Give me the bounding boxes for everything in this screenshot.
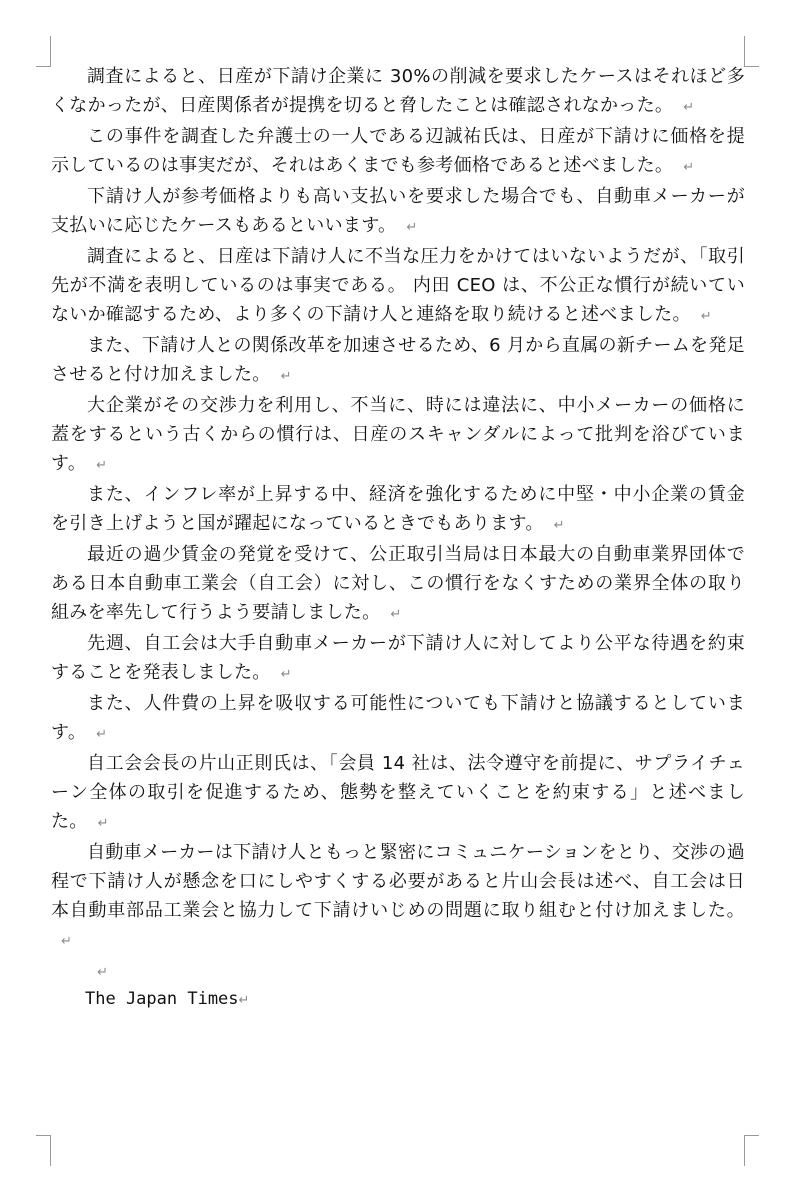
paragraph-text: この事件を調査した弁護士の一人である辺誠祐氏は、日産が下請けに価格を提示しているのは事実だが、それはあくまでも参考価格であると述べました。 bbox=[51, 126, 745, 176]
source-text: The Japan Times bbox=[85, 989, 239, 1009]
paragraph-text: 調査によると、日産は下請け人に不当な圧力をかけてはいないようだが、「取引先が不満を表明しているのは事実である。 内田 CEO は、不公正な慣行が続いていないか確認するため、より多くの下請け人と連絡を取り続けると述べました。 bbox=[51, 246, 745, 325]
page-corner-bottom-right bbox=[744, 1135, 759, 1166]
paragraph bbox=[51, 242, 745, 331]
page-corner-top-right bbox=[744, 36, 759, 67]
source-line bbox=[51, 985, 745, 1015]
paragraph-mark-icon: ↵ bbox=[700, 309, 712, 324]
document-body bbox=[51, 62, 745, 1015]
paragraph-text: また、インフレ率が上昇する中、経済を強化するために中堅・中小企業の賃金を引き上げようと国が躍起になっているときでもあります。 bbox=[51, 484, 745, 534]
paragraph bbox=[51, 689, 745, 749]
paragraph-mark-icon: ↵ bbox=[61, 934, 73, 949]
paragraph-text: 下請け人が参考価格よりも高い支払いを要求した場合でも、自動車メーカーが支払いに応じたケースもあるといいます。 bbox=[51, 186, 745, 236]
paragraph-mark-icon: ↵ bbox=[683, 100, 695, 115]
paragraph-mark-icon: ↵ bbox=[96, 727, 108, 742]
paragraph-text: 先週、自工会は大手自動車メーカーが下請け人に対してより公平な待遇を約束することを発表しました。 bbox=[51, 633, 745, 683]
paragraph-text: 調査によると、日産が下請け企業に 30%の削減を要求したケースはそれほど多くなかったが、日産関係者が提携を切ると脅したことは確認されなかった。 bbox=[51, 66, 745, 116]
paragraph-text: 最近の過少賃金の発覚を受けて、公正取引当局は日本最大の自動車業界団体である日本自動車工業会（自工会）に対し、この慣行をなくすための業界全体の取り組みを率先して行うよう要請しました。 bbox=[51, 544, 745, 623]
paragraph-text: また、人件費の上昇を吸収する可能性についても下請けと協議するとしています。 bbox=[51, 693, 745, 743]
paragraph-mark-icon: ↵ bbox=[97, 965, 109, 980]
paragraph-mark-icon: ↵ bbox=[553, 518, 565, 533]
paragraph bbox=[51, 391, 745, 480]
paragraph bbox=[51, 122, 745, 182]
paragraph-mark-icon: ↵ bbox=[96, 458, 108, 473]
paragraph-text: 自動車メーカーは下請け人ともっと緊密にコミュニケーションをとり、交渉の過程で下請け人が懸念を口にしやすくする必要があると片山会長は述べ、自工会は日本自動車部品工業会と協力して下請けいじめの問題に取り組むと付け加えました。 bbox=[51, 842, 745, 921]
paragraph bbox=[51, 749, 745, 838]
paragraph bbox=[51, 629, 745, 689]
paragraph bbox=[51, 331, 745, 391]
paragraph-mark-icon: ↵ bbox=[238, 993, 250, 1008]
empty-paragraph bbox=[51, 956, 745, 985]
page-corner-bottom-left bbox=[36, 1135, 51, 1166]
paragraph bbox=[51, 540, 745, 629]
paragraph bbox=[51, 62, 745, 122]
paragraph-mark-icon: ↵ bbox=[683, 160, 695, 175]
paragraph-mark-icon: ↵ bbox=[97, 816, 109, 831]
paragraph bbox=[51, 838, 745, 956]
paragraph bbox=[51, 480, 745, 540]
paragraph-text: 大企業がその交渉力を利用し、不当に、時には違法に、中小メーカーの価格に蓋をするという古くからの慣行は、日産のスキャンダルによって批判を浴びています。 bbox=[51, 395, 745, 474]
paragraph-text: 自工会会長の片山正則氏は、「会員 14 社は、法令遵守を前提に、サプライチェーン全体の取引を促進するため、態勢を整えていくことを約束する」と述べました。 bbox=[51, 753, 745, 832]
paragraph-mark-icon: ↵ bbox=[390, 607, 402, 622]
page-corner-top-left bbox=[36, 36, 51, 67]
paragraph-mark-icon: ↵ bbox=[280, 667, 292, 682]
paragraph-text: また、下請け人との関係改革を加速させるため、6 月から直属の新チームを発足させると付け加えました。 bbox=[51, 335, 745, 385]
paragraph-mark-icon: ↵ bbox=[280, 369, 292, 384]
paragraph bbox=[51, 182, 745, 242]
paragraph-mark-icon: ↵ bbox=[406, 220, 418, 235]
